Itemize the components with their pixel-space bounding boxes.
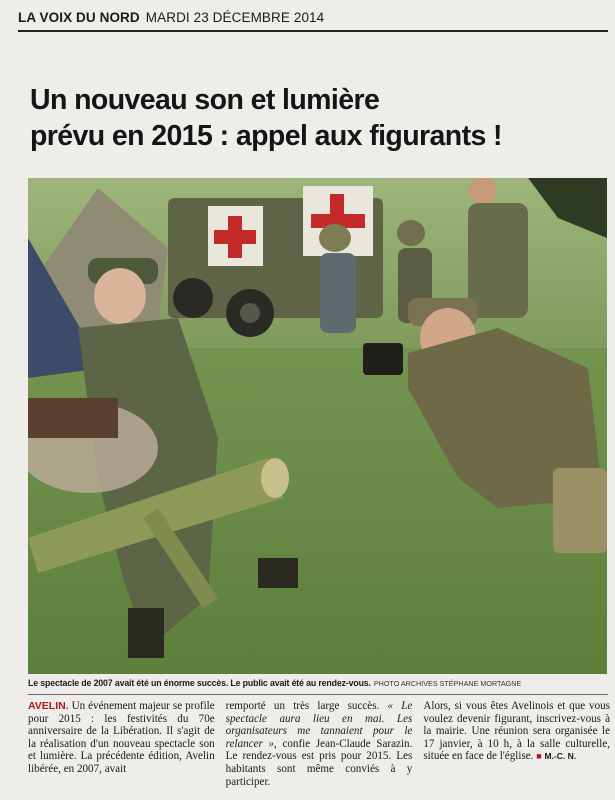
photo-credit: PHOTO ARCHIVES STÉPHANE MORTAGNE (373, 679, 522, 688)
column-1-text: Un événement majeur se profile pour 2015 : les festivités du 70e anniversaire de la Libération. Il s'agit de la réalisation d'un nouveau spectacle son et lumière. La précédente édition, Avelin libérée, en 2007, avait (28, 700, 215, 775)
photo-illustration (28, 178, 607, 674)
article-column-1 (28, 700, 215, 800)
publication-date: MARDI 23 DÉCEMBRE 2014 (145, 10, 325, 25)
article-photo (28, 178, 607, 674)
article-column-3 (423, 700, 610, 800)
newspaper-name: LA VOIX DU NORD (18, 10, 140, 25)
masthead (18, 8, 608, 32)
column-2-text: , confie Jean-Claude Sarazin. Le rendez-vous est pris pour 2015. Les habitants sont même conviés à y participer. (225, 737, 413, 788)
town-name: AVELIN. (28, 700, 69, 712)
headline-line-1: Un nouveau son et lumière (30, 84, 380, 116)
caption-text: Le spectacle de 2007 avait été un énorme succès. Le public avait été au rendez-vous. (28, 678, 371, 688)
column-2-lead: remporté un très large succès. (225, 700, 388, 712)
caption-divider (28, 694, 608, 695)
headline (30, 82, 610, 154)
photo-caption (28, 676, 608, 691)
article-column-2 (226, 700, 413, 800)
article-body (28, 700, 610, 800)
author-signature: M.-C. N. (544, 751, 577, 762)
column-3-text: Alors, si vous êtes Avelinois et que vous voulez devenir figurant, inscrivez-vous à la mairie. Une réunion sera organisée le 17 janvier, à 10 h, à la salle culturelle, située en face de l'église. (423, 700, 610, 763)
quote-text: « Le spectacle aura lieu en mai. Les organisateurs me tannaient pour le relancer » (225, 700, 413, 750)
end-square-icon: ■ (536, 751, 542, 762)
headline-line-2: prévu en 2015 : appel aux figurants ! (30, 120, 502, 152)
